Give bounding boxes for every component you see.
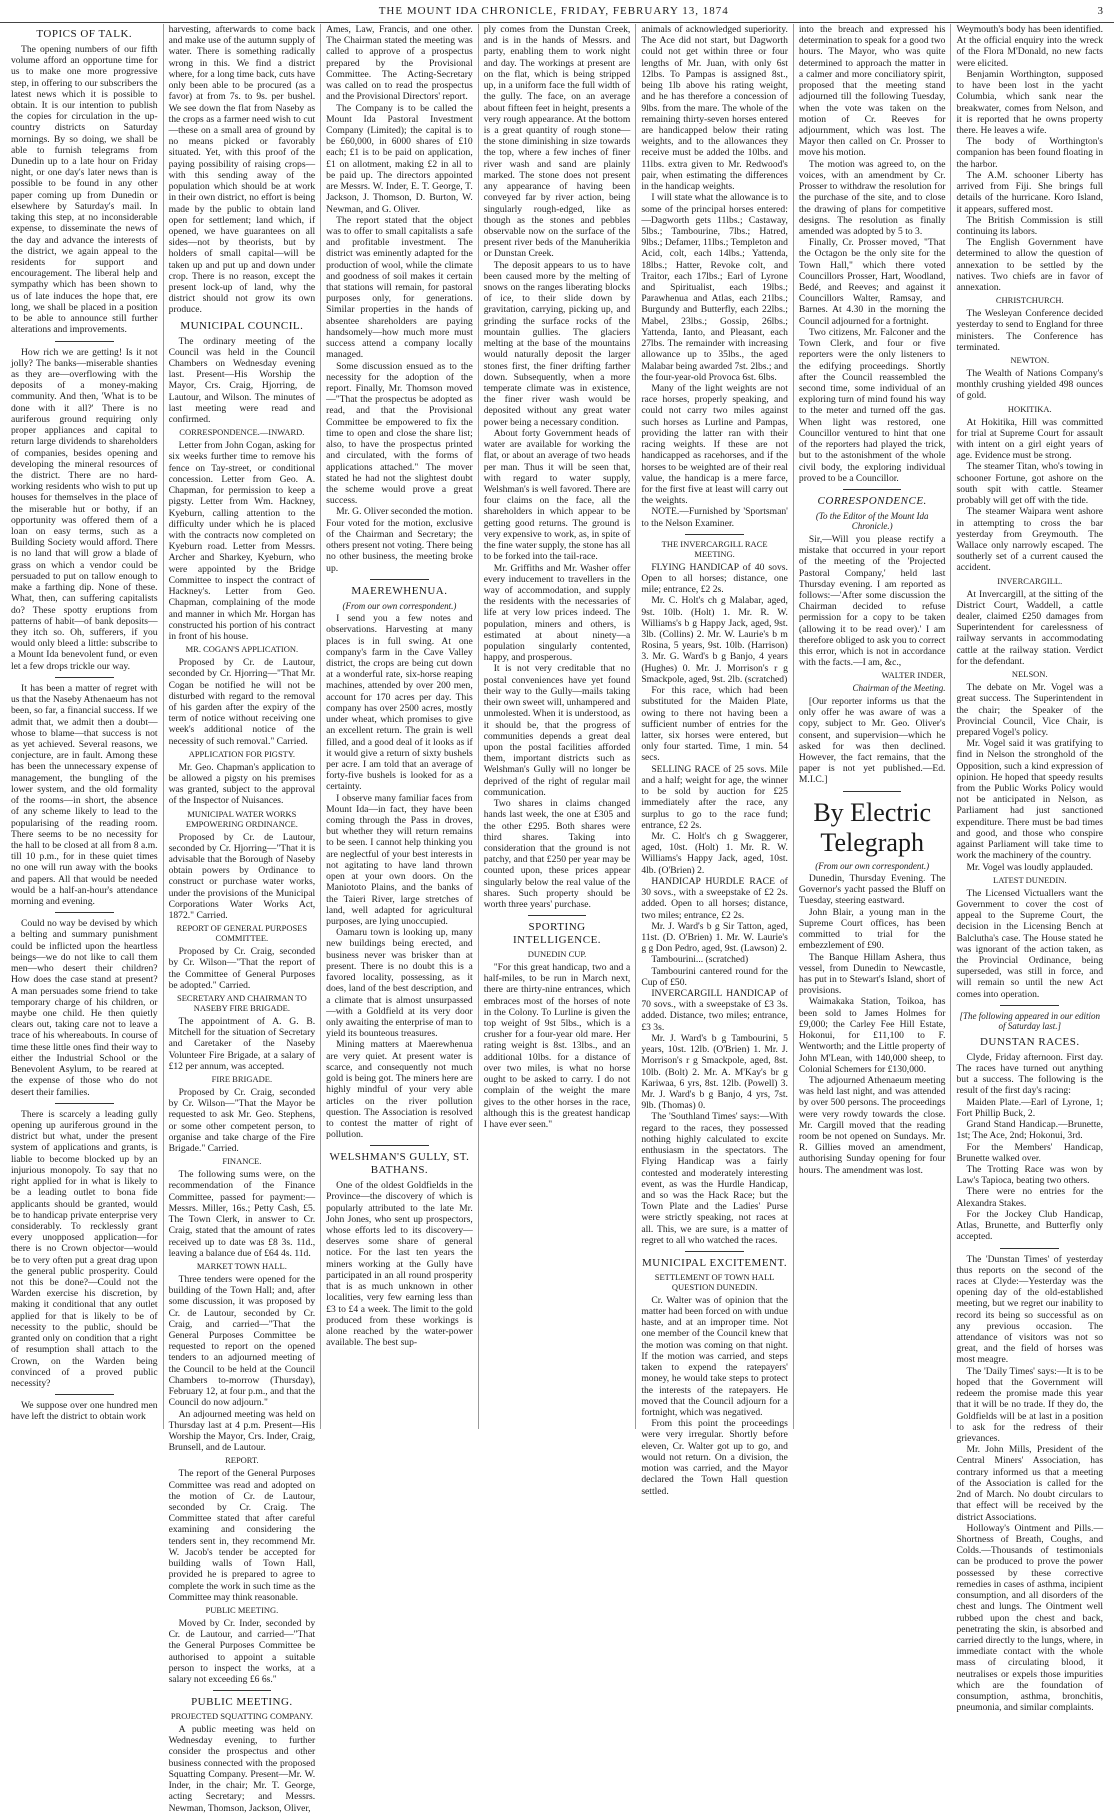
subheading: HOKITIKA. bbox=[1007, 403, 1052, 414]
divider bbox=[685, 1251, 744, 1252]
article-paragraph: "For this great handicap, two and a half-miles, to be run in March next, there are thirty-nine entrances, which embraces most of the horses of note in the Colony. To Lurline is given the top weight of 9st 5lbs., which is a crusher for a four-year old mare. Her rating weight is 8st. 13lbs., and an additional 10lbs. for a distance of over two miles, is what no horse ought to be asked to carry. I do not complain of the weight the mare gives to the other horses in the race, although this is the greatest handicap I have ever seen." bbox=[483, 961, 631, 1130]
article-paragraph: The body of Worthington's companion has been found floating in the harbor. bbox=[956, 136, 1104, 170]
sporting-intelligence-heading: SPORTING INTELLIGENCE. bbox=[512, 921, 602, 947]
article-paragraph: For this race, which had been substituted for the Maiden Plate, owing to there not having been a sufficient number of entries for the latter, six horses were entered, but only four started. Time, 1 min. 54 secs. bbox=[641, 685, 788, 764]
article-paragraph: Weymouth's body has been identified. At the official enquiry into the wreck of the Flora M'Donald, no new facts were elicited. bbox=[956, 24, 1104, 69]
article-paragraph: The 'Southland Times' says:—With regard to the races, they possessed nothing highly calculated to excite enthusiasm in the spectators. The Flying Handicap was a fairly contested and moderately interesting event, as was the Hurdle Handicap, and so was the Hack Race; but the Town Plate and the Ladies' Purse were strictly speaking, not races at all. This, we are sure, is a matter of regret to all who watched the races. bbox=[641, 1111, 788, 1246]
letter-signature-title: Chairman of the Meeting. bbox=[852, 683, 946, 694]
divider bbox=[213, 1690, 272, 1691]
topics-of-talk-heading: TOPICS OF TALK. bbox=[36, 28, 133, 40]
article-paragraph: The deposit appears to us to have been caused more by the melting of snows on the ranges liberating blocks of ice, to their slide down by gravitation, carrying, picking up, and grinding the surface rocks of the mountain gullies. The glaciers melting at the base of the mountains would naturally deposit the larger stones first, the finer drifting farther down. Subsequently, when a more temperate climate was in existence, the finer river wash would be deposited without any great water power being a necessary condition. bbox=[483, 259, 631, 428]
subheading: SETTLEMENT OF TOWN HALL QUESTION DUNEDIN. bbox=[654, 1271, 775, 1292]
article-paragraph: into the breach and expressed his determination to speak for a good two hours. The Mayor, who was quite determined to approach the matter in a calmer and more conciliatory spirit, proposed that the meeting stand adjourned till the following Tuesday, when the vote was taken on the motion of Cr. Reeves for adjournment, which was lost. The Mayor then called on Cr. Prosser to move his motion. bbox=[798, 24, 946, 159]
article-paragraph: Mr. Geo. Chapman's application to be allowed a pigsty on his premises was granted, subject to the approval of the Inspector of Nuisances. bbox=[168, 761, 316, 807]
divider bbox=[370, 579, 429, 580]
divider bbox=[55, 341, 114, 342]
article-paragraph: The steamer Waipara went ashore in attempting to cross the bar yesterday from Greymouth. The Wallace only narrowly escaped. The southerly set of a current caused the accident. bbox=[956, 506, 1104, 574]
subheading: LATEST DUNEDIN. bbox=[993, 874, 1067, 885]
article-paragraph: I send you a few notes and observations. Harvesting at many places is in full swing. At one company's farm in the Cave Valley district, the crops are being cut down at a wonderful rate, six-horse reaping machines, attended by over 200 men, account for 170 acres per day. This company has over 2500 acres, mostly under wheat, which promises to give an excellent return. The grain is well filled, and a good deal of it looks as if it would give a return of sixty bushels per acre. I am told that an average of forty-five bushels is looked for as a certainty. bbox=[326, 613, 473, 793]
article-paragraph: One of the oldest Goldfields in the Province—the discovery of which is popularly attributed to the late Mr. John Jones, who sent up prospectors, whose efforts led to its discovery—deserves some share of general notice. For the last ten years the miners working at the Gully have participated in an all round prosperity that is as much unknown in other localities, very few earning less than £3 to £4 a week. The limit to the gold produced from these workings is alone reached by the water-power available. The best sup- bbox=[326, 1180, 473, 1349]
subheading: CORRESPONDENCE.—INWARD. bbox=[179, 427, 305, 438]
race-results: Mr. C. Holt's ch g Swaggerer, aged, 10st. (Holt) 1. Mr. R. W. Williams's Happy Jack, aged, 10st. 4lb. (O'Brien) 2. bbox=[641, 830, 788, 876]
article-paragraph: Waimakaka Station, Toikoa, has been sold to James Holmes for £9,000; the Carley Fee Hill Estate, Hokonui, for £11,100 to F. Wentworth; and the Little property of John M'Lean, with 140,000 sheep, to Colonial Schemers for £130,000. bbox=[798, 996, 946, 1075]
article-paragraph: harvesting, afterwards to come back and make use of the autumn supply of water. There is something radically wrong in this. We find a district where, for a long time back, cuts have only been able to be procured (as a favor) at from 7s. to 9s. per bushel. We see down the flat from Naseby as the crops as a farmer need wish to cut—these on a small area of ground by no means picked or favorably situated. Yet, with this proof of the paying possibility of raising crops—with this sending away of the population which should be at work in their own district, no effort is being made by the public to obtain land open for settlement; land which, if opened, we have guarantees on all sides—not by theorists, but by holders of small capital—will be taken up and put up and down under crop. There is no reason, except the present lock-up of land, why the district should not grow its own produce. bbox=[168, 24, 316, 316]
letter-salutation: (To the Editor of the Mount Ida Chronicle.) bbox=[815, 510, 929, 532]
divider bbox=[1000, 1005, 1059, 1006]
article-paragraph: The Licensed Victuallers want the Government to cover the cost of appeal to the Supreme Court, the decision in the Licensing Bench at Balclutha's case. The House stated he was ignorant of the action taken, as the Provincial Ordinance, being superseded, was still in force, and will remain so until the new Act comes into operation. bbox=[956, 887, 1104, 1000]
article-paragraph: Three tenders were opened for the building of the Town Hall; and, after some discussion, it was proposed by Cr. de Lautour, seconded by Cr. Craig, and carried—"That the General Purposes Committee be requested to report on the opened tenders to an adjourned meeting of the Council to be held at the Council Chambers to-morrow (Thursday), February 12, at four p.m., and that the Council do now adjourn." bbox=[168, 1273, 316, 1409]
column-4 bbox=[479, 24, 637, 1429]
race-results: There were no entries for the Alexandra Stakes. bbox=[956, 1186, 1104, 1209]
article-paragraph: FLYING HANDICAP of 40 sovs. Open to all horses; distance, one mile; entrance, £2 2s. bbox=[641, 561, 788, 596]
masthead-title: THE MOUNT IDA CHRONICLE, FRIDAY, FEBRUARY 13, 1874 bbox=[378, 5, 729, 17]
article-paragraph: The steamer Titan, who's towing in schooner Fortune, got ashore on the south spit with cattle. Steamer probably will get off with the tide. bbox=[956, 461, 1104, 507]
article-paragraph: At Invercargill, at the sitting of the District Court, Waddell, a cattle dealer, claimed £250 damages from Superintendent for carelessness of railway servants in accommodating cattle at the railway station. Verdict for the defendant. bbox=[956, 588, 1104, 667]
article-paragraph: Letter from John Cogan, asking for six weeks further time to remove his fence on Tay-street, or conditional concession. Letter from Geo. A. Chapman, for permission to keep a pigsty. Letter from Wm. Hackney, Kyeburn, calling attention to the difficulty under which he is placed with the contracts now completed on Kyeburn road. Letter from Messrs. Archer and Sharkey, Kyeburn, who were appointed by the Bridge Committee to inspect the contract of Hackney's. Letter from Geo. Chapman, complaining of the mode and manner in which Mr. Horgan has constructed his portion of his contract in front of his house. bbox=[168, 440, 316, 642]
subheading: PROJECTED SQUATTING COMPANY. bbox=[170, 1711, 313, 1722]
article-paragraph: Moved by Cr. Inder, seconded by Cr. de Lautour, and carried—"That the General Purposes Committee be authorised to appoint a suitable person to inspect the works, at a salary not exceeding £6 6s." bbox=[168, 1617, 316, 1685]
article-paragraph: INVERCARGILL HANDICAP of 70 sovs., with a sweepstake of £3 3s. added. Distance, two miles; entrance, £3 3s. bbox=[641, 988, 788, 1033]
article-paragraph: The following sums were, on the recommendation of the Finance Committee, passed for payment:—Messrs. Miller, 16s.; Petty Cash, £5. The Town Clerk, in answer to Cr. Craig, stated that the amount of rates received up to date was £8 3s. 11d., leaving a balance due of £64 4s. 11d. bbox=[168, 1169, 316, 1259]
divider bbox=[55, 1394, 114, 1395]
divider bbox=[55, 912, 114, 913]
divider bbox=[685, 534, 744, 535]
column-1 bbox=[6, 24, 164, 1429]
electric-telegraph-heading: By Electric Telegraph bbox=[813, 797, 932, 858]
article-paragraph: John Blair, a young man in the Supreme Court offices, has been committed to trial for the embezzlement of £90. bbox=[798, 906, 946, 952]
column-7 bbox=[951, 24, 1108, 1714]
article-paragraph: I will state what the allowance is to some of the principal horses entered:—Dagworth gets 11lbs.; Castaway, 5lbs.; Tambourine, 7lbs.; Hatred, 9lbs.; Defamer, 11lbs.; Templeton and Acid, colt, each 14lbs.; Yattenda, 18lbs.; Hatter, Revoke colt, and Traitor, each 17lbs.; Earl of Lyrone and Spiritualist, each 19lbs.; Parawhenua and Atlas, each 21lbs.; Burgundy and Butterfly, each 22lbs.; Mabel, 23lbs.; Gossip, 26lbs.; Yattenda, Ianto, and Pleasant, each 27lbs. The remainder with increasing allowance up to 35lbs., the aged Malabar being awarded 7st. 2lbs.; and the four-year-old Provoca 6st. 6lbs. bbox=[641, 192, 788, 383]
subheading: FINANCE. bbox=[222, 1156, 262, 1167]
article-paragraph: Proposed by Cr. Craig, seconded by Cr. Wilson—"That the Mayor be requested to ask Mr. Geo. Stephens, or some other competent person, to organise and take charge of the Fire Brigade." Carried. bbox=[168, 1086, 316, 1155]
divider bbox=[843, 489, 902, 490]
column-2 bbox=[164, 24, 322, 1814]
correspondence-heading: CORRESPONDENCE. bbox=[817, 494, 927, 507]
article-paragraph: animals of acknowledged superiority. The Ace did not start, but Dagworth could not get within three or four lengths of Mr. Juan, with only 6st 12lbs. To Pampas is assigned 8st., being 1lb above his rating weight, and he has therefore a concession of 9lbs. from the mare. The whole of the remaining thirty-seven horses entered are handicapped below their rating weights, and to the allowances they receive must be added the 10lbs. and 11lbs. extra given to Mr. Redwood's pair, when estimating the differences in the handicap weights. bbox=[641, 24, 788, 193]
article-paragraph: The report of the General Purposes Committee was read and adopted on the motion of Cr. de Lautour, seconded by Cr. Craig. The Committee stated that after careful examining and considering the tenders sent in, they recommend Mr. W. Jacob's tender be accepted for building walls of Town Hall, provided he is prepared to agree to complete the work in such time as the Committee may think reasonable. bbox=[168, 1468, 316, 1603]
byline: (From our own correspondent.) bbox=[342, 600, 457, 611]
advertisement: Holloway's Ointment and Pills.—Shortness of Breath, Coughs, and Colds.—Thousands of testimonials can be produced to prove the power possessed by these corrective remedies in cases of asthma, incipient consumption, and all disorders of the chest and lungs. The Ointment well rubbed upon the chest and back, penetrating the skin, is absorbed and carried directly to the lungs, where, in immediate contact with the whole mass of circulating blood, it neutralises or expels those impurities which are the foundation of consumption, asthma, bronchitis, pneumonia, and similar complaints. bbox=[956, 1522, 1104, 1714]
race-results: Grand Stand Handicap.—Brunette, 1st; The Ace, 2nd; Hokonui, 3rd. bbox=[956, 1119, 1104, 1142]
article-paragraph: The opening numbers of our fifth volume afford an opportune time for us to make one more progressive step, in offering to our subscribers the latest news which it is possible to obtain. It is our intention to publish the copies for circulation in the up-country districts on Saturday mornings. By so doing, we shall be able to furnish telegrams from Dunedin up to a late hour on Friday night, or one day's later news than is possible to be found in any other paper coming up from Dunedin or elsewhere by Saturday's mail. In taking this step, at no inconsiderable expense, to disseminate the news of the day and advance the interests of the district, we again appeal to the residents for support and encouragement. The liberal help and sympathy which has been shown to us of late induces the hope that, ere long, we shall be placed in a position to be able to announce still further alterations and improvements. bbox=[11, 43, 158, 336]
masthead bbox=[0, 0, 1114, 23]
article-paragraph: The Wesleyan Conference decided yesterday to send to England for three ministers. The Conference has terminated. bbox=[956, 308, 1104, 353]
subheading: APPLICATION FOR PIGSTY. bbox=[188, 748, 296, 759]
article-paragraph: It is not very creditable that no postal conveniences have yet found their way to the Gully—mails taking their own sweet will, unhampered and unmolested. When it is understood, as it should be, that the progress of communities depends a great deal upon the postal facilities afforded them, important districts such as Welshman's Gully will no longer be deprived of the right of regular mail communication. bbox=[483, 663, 631, 798]
article-paragraph: There is scarcely a leading gully opening up auriferous ground in the district but what, under the present system of applications and grants, is liable to become blocked up by an injurious monopoly. To say that no right applied for in what is likely to be a leading outlet to bona fide applicants should be granted, would be to handicap private enterprise very considerably. To recklessly grant every unopposed application—for there is no Crown objector—would be to very often put a great drag upon the general public prosperity. Could not this be done?—Could not the Warden exercise his discretion, by making it conditional that any outlet applied for that is likely to be of necessity to the public, should be granted only on condition that a right of resumption shall attach to the Crown, on the Warden being convinced of a proved public necessity? bbox=[11, 1108, 158, 1390]
article-paragraph: Mr. Vogel said it was gratifying to find in Nelson the stronghold of the Opposition, such a kind expression of opinion. He hoped that speedy results from the Public Works Policy would not be anticipated in Nelson, as Parliament had just sanctioned expenditure. There must be bad times and good, and those who conspire against Parliament will take time to work the machinery of the country. bbox=[956, 738, 1104, 862]
divider bbox=[843, 791, 902, 792]
page-number: 3 bbox=[1097, 5, 1104, 17]
column-6 bbox=[794, 24, 952, 1429]
article-paragraph: The appointment of A. G. B. Mitchell for the situation of Secretary and Caretaker of the Naseby Volunteer Fire Brigade, at a salary of £12 per annum, was accepted. bbox=[168, 1015, 316, 1072]
article-paragraph: At Hokitika, Hill was committed for trial at Supreme Court for assault with intent on a girl eight years of age. Evidence must be strong. bbox=[956, 416, 1104, 462]
article-paragraph: Oamaru town is looking up, many new buildings being erected, and business never was brisker than at present. There is no doubt this is a favored locality, possessing, as it does, land of the best description, and a climate that is almost unsurpassed—with a Goldfield at its very door only awaiting the enterprise of man to yield its bounteous treasures. bbox=[326, 927, 473, 1040]
subheading: MUNICIPAL WATER WORKS EMPOWERING ORDINANCE. bbox=[185, 808, 298, 829]
column-3 bbox=[321, 24, 479, 1429]
article-paragraph: Mr. G. Oliver seconded the motion. Four voted for the motion, exclusive of the Chairman and Secretary; the others present not voting. There being no other business, the meeting broke up. bbox=[326, 506, 473, 574]
welshmans-gully-heading: WELSHMAN'S GULLY, ST. BATHANS. bbox=[329, 1151, 470, 1177]
subheading: PUBLIC MEETING. bbox=[205, 1604, 279, 1615]
subheading: NEWTON. bbox=[1010, 355, 1050, 366]
columns bbox=[6, 24, 1108, 1814]
article-paragraph: An adjourned meeting was held on Thursday last at 4 p.m. Present—His Worship the Mayor, Crs. Inder, Craig, Brunsell, and de Lautour. bbox=[168, 1408, 316, 1454]
divider bbox=[370, 1145, 429, 1146]
article-paragraph: The Wealth of Nations Company's monthly crushing yielded 498 ounces of gold. bbox=[956, 368, 1104, 402]
article-paragraph: Mr. Griffiths and Mr. Washer offer every inducement to travellers in the way of accommodation, and supply the residents with the necessaries of life at very low prices indeed. The population, miners and others, is estimated at about ninety—a population singularly contented, happy, and prosperous. bbox=[483, 562, 631, 664]
race-results: Mr. C. Holt's ch g Malabar, aged, 9st. 10lb. (Holt) 1. Mr. R. W. Williams's b g Happy Jack, aged, 9st. 3lb. (Collins) 2. Mr. W. Laurie's b m Rosina, 5 years, 9st. 10lb. (Harrison) 3. Mr. G. Ward's b g Banjo, 4 years (Hughes) 0. Mr. J. Morrison's r g Smackpole, aged, 9st. 2lb. (scratched) bbox=[641, 595, 788, 685]
article-paragraph: HANDICAP HURDLE RACE of 30 sovs., with a sweepstake of £2 2s. added. Open to all horses; distance, two miles; entrance, £2 2s. bbox=[641, 875, 788, 921]
byline: (From our own correspondent.) bbox=[815, 860, 930, 871]
dunstan-races-heading: DUNSTAN RACES. bbox=[979, 1035, 1080, 1048]
subheading: INVERCARGILL. bbox=[997, 575, 1063, 586]
article-paragraph: Finally, Cr. Prosser moved, "That the Octagon be the only site for the Town Hall," which there voted Councillors Prosser, Hart, Woodland, Bedé, and Reeves; and against it Councillors Walter, Ramsay, and Barnes. At 4.30 in the morning the Council adjourned for a fortnight. bbox=[798, 237, 946, 327]
subheading: REPORT. bbox=[225, 1455, 259, 1466]
article-paragraph: The 'Daily Times' says:—It is to be hoped that the Government will redeem the promise made this year that it will be no trade. If they do, the Goldfields will be at last in a position to ask for the redress of their grievances. bbox=[956, 1365, 1104, 1445]
subheading: MR. COGAN'S APPLICATION. bbox=[185, 644, 299, 655]
subheading: CHRISTCHURCH. bbox=[995, 295, 1064, 306]
subheading: DUNEDIN CUP. bbox=[527, 949, 587, 959]
subheading: FIRE BRIGADE. bbox=[211, 1074, 273, 1085]
article-paragraph: The A.M. schooner Liberty has arrived from Fiji. She brings full details of the hurricane. Koro Island, it appears, suffered most. bbox=[956, 169, 1104, 215]
article-paragraph: Ames, Law, Francis, and one other. The Chairman stated the meeting was called to approve of a prospectus prepared by the Provisional Committee. The Acting-Secretary was called on to read the prospectus and the Provisional Directors' report. bbox=[326, 24, 473, 103]
editor-note: [Our reporter informs us that the only offer he was aware of was a copy, subject to Mr. Geo. Oliver's consent, and supervision—which he asked for was then declined. However, the fact remains, that the paper is not yet published.—Ed. M.I.C.] bbox=[798, 695, 946, 786]
subheading: THE INVERCARGILL RACE MEETING. bbox=[661, 538, 768, 559]
article-paragraph: The motion was agreed to, on the voices, with an amendment by Cr. Prosser to withdraw the resolution for the purchase of the site, and to close the drawing of plans for competitive designs. The resolution as finally amended was adopted by 5 to 3. bbox=[798, 158, 946, 237]
article-paragraph: The British Commission is still continuing its labors. bbox=[956, 214, 1104, 237]
article-paragraph: NOTE.—Furnished by 'Sportsman' to the Nelson Examiner. bbox=[641, 506, 788, 529]
article-paragraph: Mining matters at Maerewhenua are very quiet. At present water is scarce, and consequently not much gold is being got. The miners here are highly mindful of your very able articles on the river pollution question. The Association is resolved to contest the matter of right of pollution. bbox=[326, 1039, 473, 1141]
race-results: For the Jockey Club Handicap, Atlas, Brunette, and Butterfly only accepted. bbox=[956, 1208, 1104, 1243]
subheading: NELSON. bbox=[1011, 669, 1048, 680]
divider bbox=[1000, 1248, 1059, 1249]
article-paragraph: The English Government have determined to allow the question of annexation to be settled by the natives. Two chiefs are in favor of annexation. bbox=[956, 237, 1104, 294]
article-paragraph: Clyde, Friday afternoon. First day. The races have turned out anything but a success. The following is the result of the first day's racing: bbox=[956, 1051, 1104, 1097]
municipal-excitement-heading: MUNICIPAL EXCITEMENT. bbox=[642, 1257, 788, 1270]
article-paragraph: SELLING RACE of 25 sovs. Mile and a half; weight for age, the winner to be sold by auction for £25 immediately after the race, any surplus to go to the race fund; entrance, £2 2s. bbox=[641, 763, 788, 831]
race-results: Tambourini... (scratched) bbox=[651, 954, 749, 966]
article-paragraph: How rich we are getting! Is it not jolly? The banks—miserable shanties as they are—overflowing with the deposits of a money-making community. And then, 'What is to be done with it all?' There is no auriferous ground requiring only proper appliances and capital to return large dividends to shareholders of companies, besides opening and developing the mineral resources of the district. There are no hard-working residents who wish to put up houses for themselves in the place of the miserable hut or bothy, if an opportunity was offered them of a loan on easy terms, such as a Building Society would afford. There is no land that will grow a blade of grass on which a vendor could be persuaded to put on tallow enough to make a farthing dip. None of these. What, then, can suffering capitalists do? These spotty eruptions from patterns of habit—of bank deposits—they itch so. Oh, sufferers, if you would only bleed a little: subscribe to a Mount Ida benevolent fund, or even let a few drops trickle our way. bbox=[11, 346, 158, 672]
column-5 bbox=[636, 24, 794, 1497]
article-paragraph: Proposed by Cr. Craig, seconded by Cr. Wilson—"That the report of the Committee of General Purposes be adopted." Carried. bbox=[168, 946, 316, 991]
divider bbox=[55, 677, 114, 678]
article-paragraph: Mr. Vogel was loudly applauded. bbox=[966, 861, 1093, 873]
article-paragraph: Mr. John Mills, President of the Central Miners' Association, has contrary informed us that a meeting of the Association is called for the 2nd of March. No doubt circulars to that effect will be received by the district Associations. bbox=[956, 1444, 1104, 1523]
article-paragraph: The 'Dunstan Times' of yesterday thus reports on the second of the races at Clyde:—Yesterday was the opening day of the old-established meeting, but we regret our inability to record its being so successful as on any previous occasion. The attendance of visitors was not so great, and the field of horses was most meagre. bbox=[956, 1253, 1104, 1366]
article-paragraph: The Company is to be called the Mount Ida Pastoral Investment Company (Limited); the capital is to be £60,000, in 6000 shares of £10 each; £1 is to be paid on application, £1 on allotment, making £2 in all to be paid up. The directors appointed are Messrs. W. Inder, E. T. George, T. Jackson, J. Thomson, D. Burton, W. Newman, and G. Oliver. bbox=[326, 102, 473, 215]
article-paragraph: Dunedin, Thursday Evening. The Governor's yacht passed the Bluff on Tuesday, steering eastward. bbox=[798, 873, 946, 907]
race-results: Maiden Plate.—Earl of Lyrone, 1; Fort Phillip Buck, 2. bbox=[956, 1096, 1104, 1119]
article-paragraph: It has been a matter of regret with us that the Naseby Athenaeum has not been, so far, a financial success. If we admit that, we admit then a doubt—whose to blame—that success is not as yet achieved. Several reasons, we conjecture, are in fault. Among these has been the unnecessary expense of management, the bungling of the lower system, and the old formality of the rooms—in short, the absence of any scheme likely to lead to the popularising of the reading room. There seems to be no necessity for the hall to be closed at all from 8 a.m. till 10 p.m., for in these quiet times no one will run away with the books and papers. All that would be needed would be a half-an-hour's attendance morning and evening. bbox=[11, 682, 158, 908]
subheading: REPORT OF GENERAL PURPOSES COMMITTEE. bbox=[176, 923, 308, 944]
article-paragraph: Could no way be devised by which a belting and summary punishment could be inflicted upon the heartless beings—we do not like to call them men—who desert their children? How does the case stand at present? A man persuades some friend to take temporary charge of his children, or maybe one child. He then quietly clears out, taking care not to leave a trace of his whereabouts. In course of time these little ones find their way to either the Industrial School or the Benevolent Asylum, to be reared at the expense of those who do not desert their families. bbox=[11, 918, 158, 1098]
subheading: SECRETARY AND CHAIRMAN TO NASEBY FIRE BRIGADE. bbox=[176, 993, 307, 1013]
race-results: Mr. J. Ward's b g Sir Tatton, aged, 11st. (D. O'Brien) 1. Mr. W. Laurie's g g Don Pedro, aged, 9st. (Lawson) 2. bbox=[641, 920, 788, 955]
edition-note: [The following appeared in our edition of Saturday last.] bbox=[959, 1010, 1100, 1032]
letter-signature: WALTER INDER, bbox=[881, 670, 946, 681]
article-paragraph: We suppose over one hundred men have left the district to obtain work bbox=[11, 1400, 158, 1423]
race-results: For the Members' Handicap, Brunette walked over. bbox=[956, 1141, 1104, 1164]
article-paragraph: Cr. Walter was of opinion that the matter had been forced on with undue haste, and at an improper time. Not one member of the Council knew that the motion was coming on that night. If the motion was carried, and steps taken to expend the ratepayers' money, he would take steps to protect the interests of the ratepayers. He moved that the Council adjourn for a fortnight, which was negatived. bbox=[641, 1294, 788, 1418]
article-paragraph: The ordinary meeting of the Council was held in the Council Chambers on Wednesday evening last. Present—His Worship the Mayor, Crs. Craig, Hjorring, de Lautour, and Wilson. The minutes of last meeting were read and confirmed. bbox=[168, 335, 316, 426]
article-paragraph: Proposed by Cr. de Lautour, seconded by Cr. Hjorring—"That Mr. Cogan be notified he will not be disturbed with regard to the removal of his garden after the expiry of the term of notice without receiving one week's additional notice of the necessity of such removal." Carried. bbox=[168, 657, 316, 747]
article-paragraph: About forty Government heads of water are available for working the flat, or about an average of two heads per man. Thus it will be seen that, with regard to water supply, Welshman's is well favored. There are four claims on the face, all the shareholders in which appear to be getting good returns. The ground is very expensive to work, as, in spite of the fine water supply, the stone has all to be forked into the tail-race. bbox=[483, 427, 631, 563]
public-meeting-heading: PUBLIC MEETING. bbox=[191, 1696, 293, 1709]
article-paragraph: The report stated that the object was to offer to small capitalists a safe and profitable investment. The district was eminently adapted for the production of wool, while the climate and goodness of soil makes it certain that stations will remain, for pastoral purposes only, for generations. Similar properties in the hands of absentee shareholders are paying handsomely—how much more must success attend a company locally managed. bbox=[326, 214, 473, 361]
divider bbox=[55, 1103, 114, 1104]
article-paragraph: Many of the light weights are not race horses, properly speaking, and could not carry two miles against such horses as Lurline and Pampas, providing the latter ran with their racing weights. If these are not handicapped as racehorses, and if the horses to be weighted are of their real value, the handicap is a mere farce, for the first five at least will carry out the weights. bbox=[641, 383, 788, 507]
article-paragraph: From this point the proceedings were very irregular. Shortly before eleven, Cr. Walter got up to go, and would not return. On a division, the motion was carried, and the Mayor declared the Town Hall question settled. bbox=[641, 1418, 788, 1497]
article-paragraph: The adjourned Athenaeum meeting was held last night, and was attended by over 500 persons. The proceedings were very rowdy towards the close. Mr. Cargill moved that the reading room be not opened on Sundays. Mr. R. Gillies moved an amendment, authorising Sunday opening for four hours. The amendment was lost. bbox=[798, 1074, 946, 1176]
article-paragraph: The Banque Hillam Ashera, thus vessel, from Dunedin to Newcastle, has put in to Stewart's Island, short of provisions. bbox=[798, 951, 946, 997]
article-paragraph: I observe many familiar faces from Mount Ida—in fact, they have been coming through the Pass in droves, but whether they will return remains to be seen. I cannot help thinking you are neglectful of your best interests in not agitating to have land thrown open at your own doors. On the Maniototo Plains, and the banks of the Taieri River, large stretches of land, well adapted for agricultural purposes, are lying unoccupied. bbox=[326, 792, 473, 927]
race-results: The Trotting Race was won by Law's Tapioca, beating two others. bbox=[956, 1163, 1104, 1187]
article-paragraph: Two citizens, Mr. Falconer and the Town Clerk, and four or five reporters were the only listeners to the edifying proceedings. Shortly after the Council reassembled the second time, some individual of an exploring turn of mind found his way to the meter and turned off the gas. When light was restored, one Councillor ventured to hint that one of the reporters had played the trick, but to the astonishment of the whole civil body, the exploring individual proved to be a Councillor. bbox=[798, 326, 946, 484]
article-paragraph: A public meeting was held on Wednesday evening, to further consider the prospectus and other business connected with the proposed Squatting Company. Present—Mr. W. Inder, in the chair; Mr. T. George, acting Secretary; and Messrs. Newman, Thomson, Jackson, Oliver, bbox=[168, 1724, 316, 1814]
article-paragraph: Proposed by Cr. de Lautour, seconded by Cr. Hjorring—"That it is advisable that the Borough of Naseby obtain powers by Ordinance to construct or purchase water works, under the provisions of the Municipal Corporations Water Works Act, 1872." Carried. bbox=[168, 831, 316, 922]
article-paragraph: Sir,—Will you please rectify a mistake that occurred in your report of the meeting of the 'Projected Pastoral Company,' held last Thursday evening. I am reported as follows:—'After some discussion the Chairman decided to refuse permission for a copy to be taken (allowing it to be read over).' I am therefore obliged to ask you to correct this error, which is not in accordance with the facts.—I am, &c., bbox=[798, 533, 946, 669]
article-paragraph: Two shares in claims changed hands last week, the one at £305 and the other £295. Both shares were third shares. Taking into consideration that the ground is not patchy, and that £250 per year may be counted upon, these prices appear singularly below the real value of the shares. Such property should be worth three years' purchase. bbox=[483, 798, 631, 911]
article-paragraph: ply comes from the Dunstan Creek, and is in the hands of Messrs. and party, enabling them to work night and day. The workings at present are on the flat, which is being stripped up, in a uniform face the full width of the gully. The face, on an average about fifteen feet in height, presents a very rough appearance. At the bottom is a great quantity of rough stone—the stone diminishing in size towards the top, where a few inches of finer river wash and sand are plainly marked. The stone does not present any appearance of having been conveyed far by river action, being singularly rough-edged, like as though as the stones and pebbles observable now on the surface of the present river beds of the Manuherikia or Dunstan Creek. bbox=[483, 24, 631, 260]
article-paragraph: The debate on Mr. Vogel was a great success. The Superintendent in the chair; the Speaker of the Provincial Council, Vice Chair, is prepared Vogel's policy. bbox=[956, 682, 1104, 738]
race-results: Mr. J. Ward's b g Tambourini, 5 years, 10st. 12lb. (O'Brien) 1. Mr. J. Morrison's r g Smackpole, aged, 8st. 10lb. (Bolt) 2. Mr. A. M'Kay's br g Kariwaa, 6 yrs, 8st. 12lb. (Powell) 3. Mr. J. Ward's b g Banjo, 4 yrs, 7st. 9lb. (Thomas) 0. bbox=[641, 1032, 788, 1112]
maerewhenua-heading: MAEREWHENUA. bbox=[351, 584, 448, 597]
article-paragraph: Tambourini cantered round for the Cup of £50. bbox=[641, 965, 788, 988]
subheading: MARKET TOWN HALL. bbox=[196, 1260, 287, 1271]
divider bbox=[528, 915, 587, 916]
municipal-council-heading: MUNICIPAL COUNCIL. bbox=[180, 319, 304, 332]
article-paragraph: Benjamin Worthington, supposed to have been lost in the yacht Columbia, which sank near the breakwater, comes from Nelson, and it is reported that he owns property there. He leaves a wife. bbox=[956, 68, 1104, 136]
article-paragraph: Some discussion ensued as to the necessity for the adoption of the report. Finally, Mr. Thomson moved—"That the prospectus be adopted as read, and that the Provisional Committee be empowered to fix the time to open and close the share list; also, to have the prospectus printed and circulated, with the forms of applications attached." The mover stated he had not the slightest doubt the scheme would prove a great success. bbox=[326, 360, 473, 507]
